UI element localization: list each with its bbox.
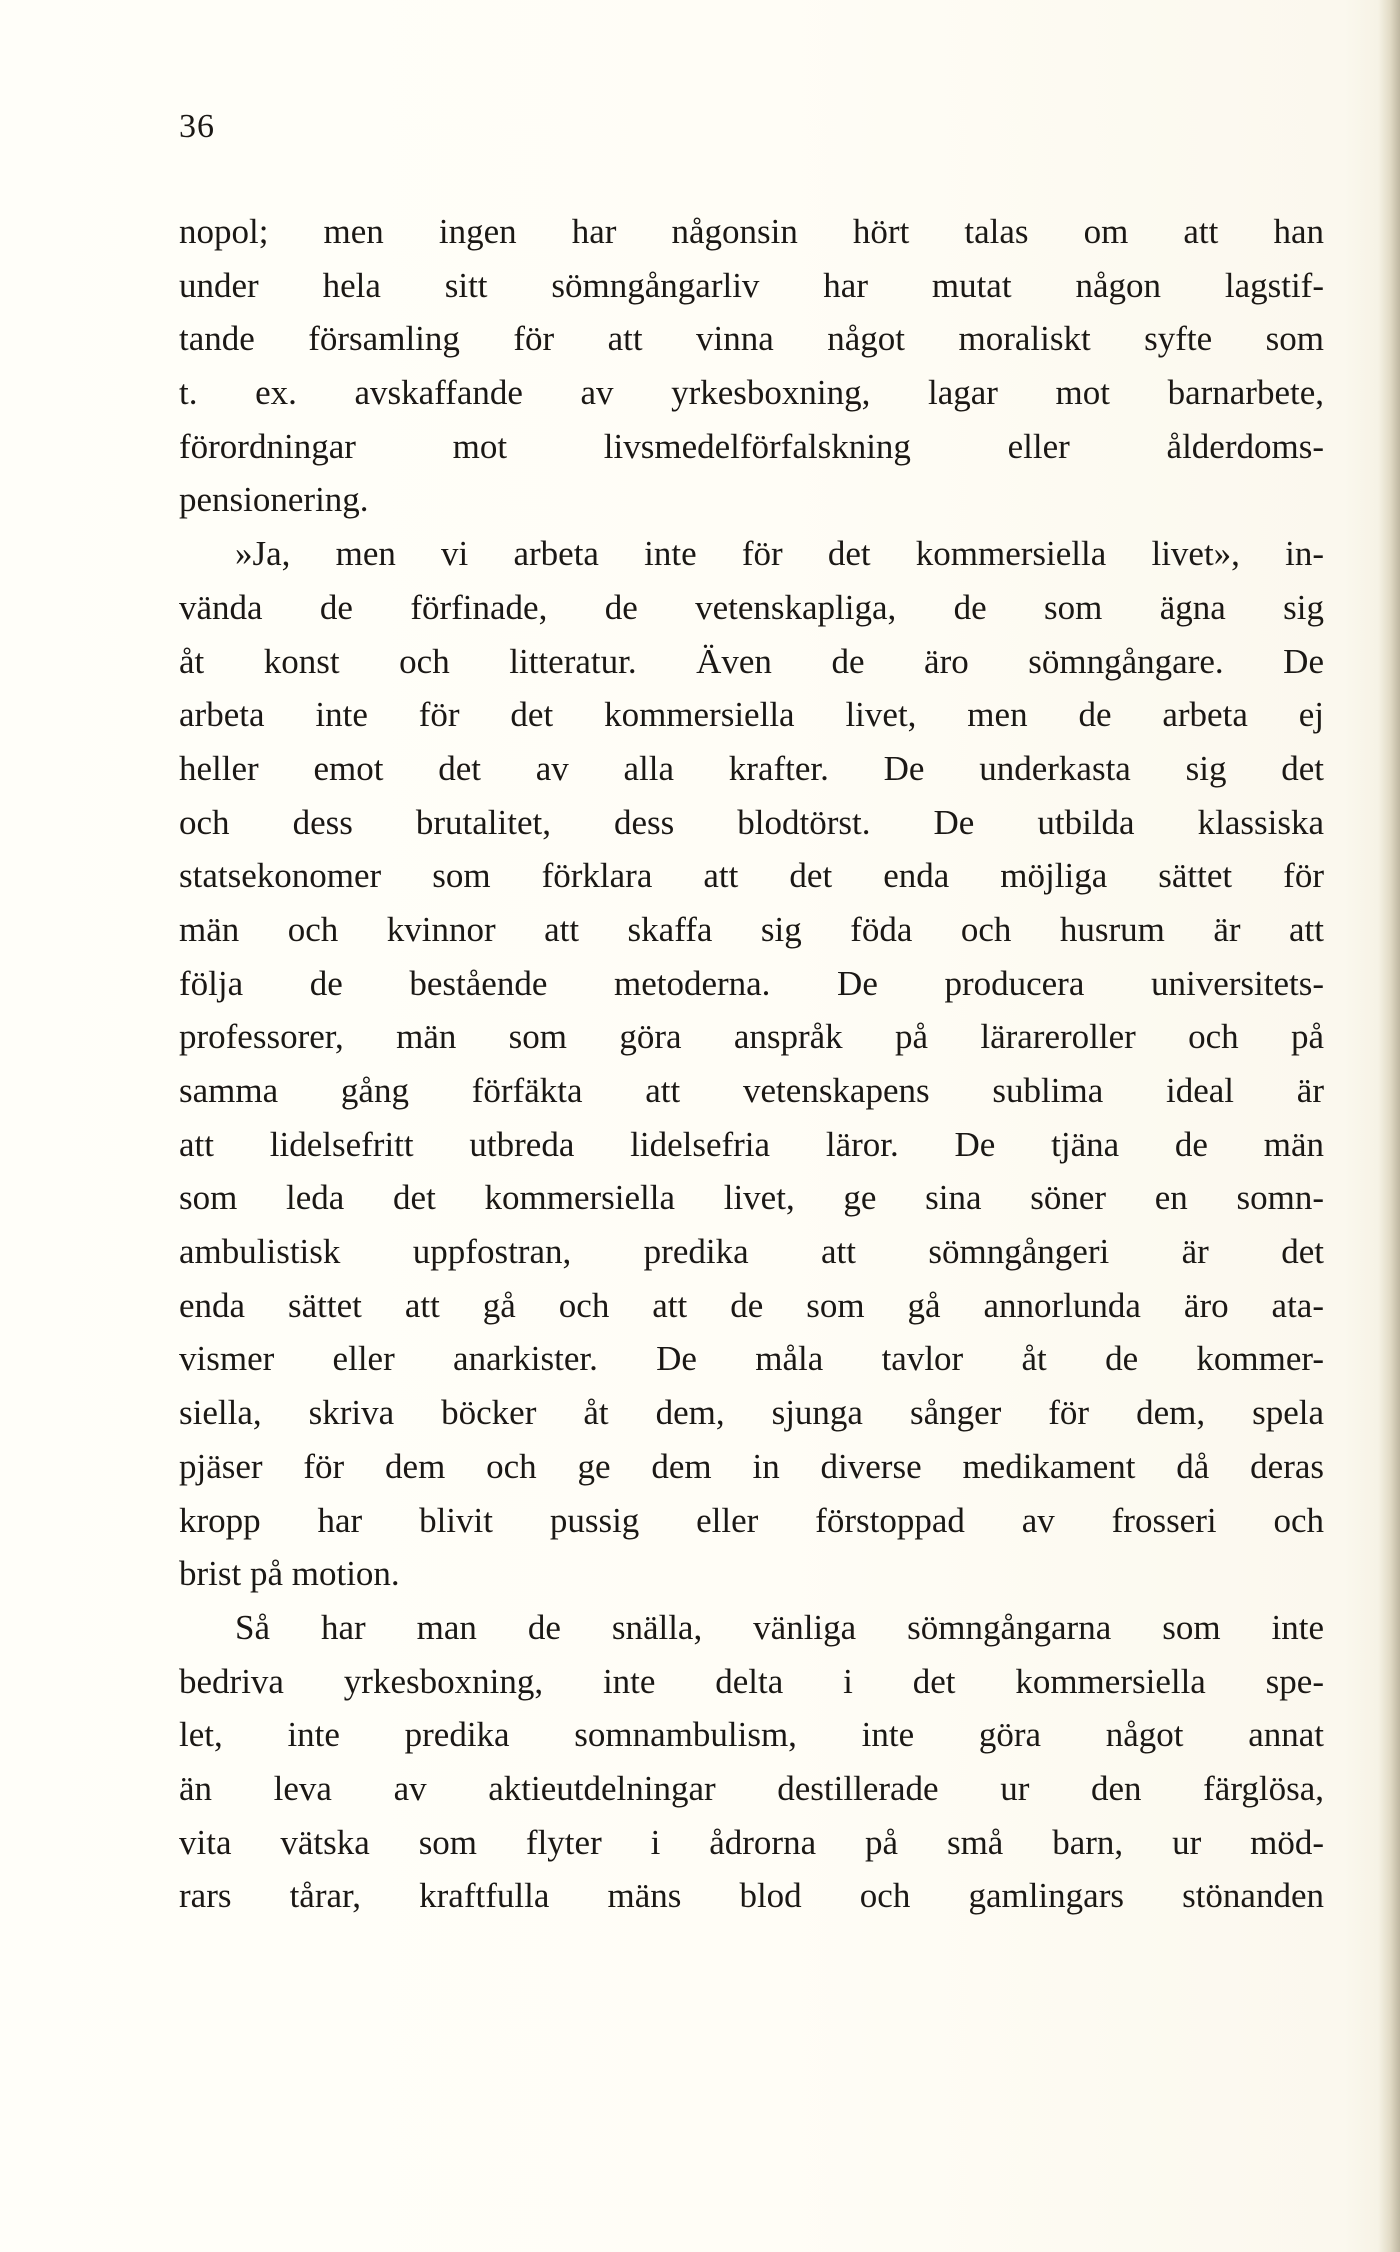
text-line: siella, skriva böcker åt dem, sjunga sånger för dem, spela: [179, 1393, 1324, 1433]
text-line: enda sättet att gå och att de som gå annorlunda äro ata-: [179, 1285, 1324, 1325]
text-line: Så har man de snälla, vänliga sömngångarna som inte: [235, 1607, 1324, 1647]
text-line: arbeta inte för det kommersiella livet, men de arbeta ej: [179, 695, 1324, 735]
text-line: pjäser för dem och ge dem in diverse medikament då deras: [179, 1446, 1324, 1486]
text-line: samma gång förfäkta att vetenskapens sublima ideal är: [179, 1071, 1324, 1110]
text-line: som leda det kommersiella livet, ge sina söner en somn-: [179, 1178, 1324, 1218]
text-line: kropp har blivit pussig eller förstoppad av frosseri och: [179, 1500, 1324, 1540]
text-line: under hela sitt sömngångarliv har mutat någon lagstif-: [179, 265, 1324, 305]
text-line: t. ex. avskaffande av yrkesboxning, lagar mot barnarbete,: [179, 373, 1324, 413]
text-line: ambulistisk uppfostran, predika att sömngångeri är det: [179, 1232, 1324, 1272]
body-text: [179, 205, 1324, 1923]
text-line: och dess brutalitet, dess blodtörst. De utbilda klassiska: [179, 802, 1324, 842]
text-line: följa de bestående metoderna. De producera universitets-: [179, 963, 1324, 1003]
text-line: åt konst och litteratur. Även de äro sömngångare. De: [179, 641, 1324, 681]
text-line: »Ja, men vi arbeta inte för det kommersiella livet», in-: [235, 534, 1324, 574]
text-line: män och kvinnor att skaffa sig föda och husrum är att: [179, 909, 1324, 949]
text-line: heller emot det av alla krafter. De underkasta sig det: [179, 748, 1324, 788]
text-line: pensionering.: [179, 480, 369, 520]
text-line: let, inte predika somnambulism, inte göra något annat: [179, 1715, 1324, 1755]
text-line: nopol; men ingen har någonsin hört talas om att han: [179, 212, 1324, 251]
text-line: än leva av aktieutdelningar destillerade ur den färglösa,: [179, 1768, 1324, 1808]
text-line: vismer eller anarkister. De måla tavlor åt de kommer-: [179, 1339, 1324, 1379]
text-line: tande församling för att vinna något moraliskt syfte som: [179, 319, 1324, 359]
text-line: att lidelsefritt utbreda lidelsefria läror. De tjäna de män: [179, 1124, 1324, 1164]
text-line: vita vätska som flyter i ådrorna på små barn, ur möd-: [179, 1822, 1324, 1862]
page-edge-shadow: [1378, 0, 1400, 2252]
text-line: brist på motion.: [179, 1554, 400, 1594]
page-number: 36: [179, 108, 215, 145]
text-line: professorer, män som göra anspråk på lärareroller och på: [179, 1017, 1324, 1057]
text-line: rars tårar, kraftfulla mäns blod och gamlingars stönanden: [179, 1876, 1324, 1916]
text-line: förordningar mot livsmedelförfalskning eller ålderdoms-: [179, 426, 1324, 466]
text-line: vända de förfinade, de vetenskapliga, de som ägna sig: [179, 587, 1324, 627]
text-line: statsekonomer som förklara att det enda möjliga sättet för: [179, 856, 1324, 896]
text-line: bedriva yrkesboxning, inte delta i det kommersiella spe-: [179, 1661, 1324, 1701]
